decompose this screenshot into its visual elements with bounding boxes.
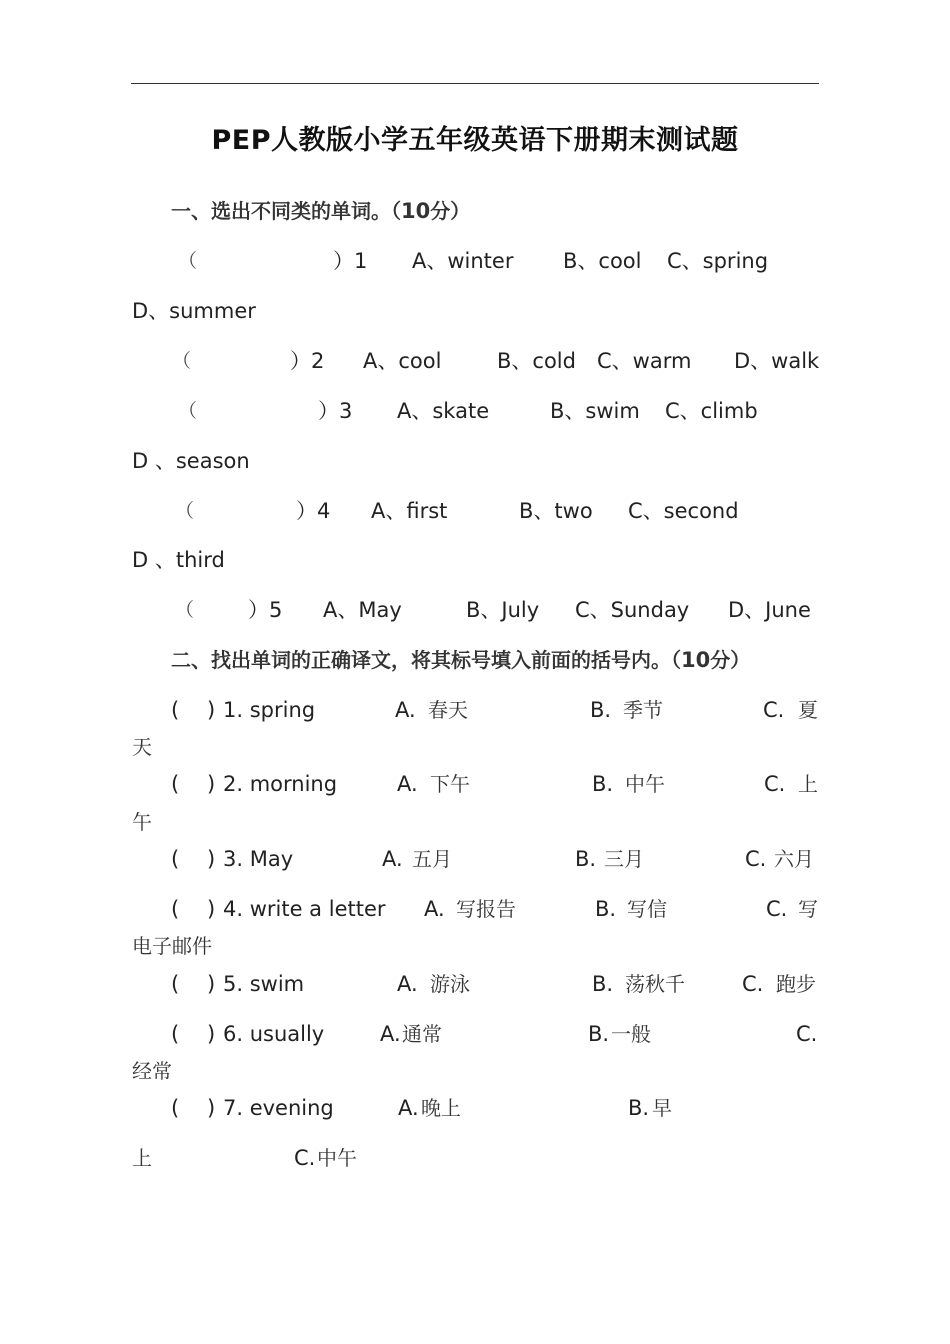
option-c-part2: 电子邮件 [132,934,212,958]
question-number: ）3 [318,399,353,423]
question-word: 4. write a letter [223,897,386,921]
option-c-label: C. [796,1022,818,1046]
option-c: C、climb [665,399,758,423]
option-c-part1: 夏 [798,698,818,722]
question-word: 5. swim [223,972,305,996]
option-b-part2: 上 [132,1146,152,1170]
answer-paren-open[interactable]: ( [171,972,180,996]
option-c: C、warm [597,349,692,373]
option-b-part1: 早 [652,1096,672,1120]
answer-paren-close: ) [207,698,216,722]
question-number: ）4 [296,499,331,523]
option-c-part2: 天 [132,735,152,759]
question-number: ）5 [248,598,283,622]
option-a-label: A. [382,847,403,871]
option-a-label: A. [398,1096,419,1120]
answer-paren-open[interactable]: ( [171,772,180,796]
answer-paren-open[interactable]: （ [172,350,192,372]
option-d: D、June [728,598,811,622]
option-a: A、winter [412,249,514,273]
option-c: 中午 [317,1146,357,1170]
answer-paren-open[interactable]: （ [175,500,195,522]
option-b: 季节 [623,698,663,722]
question-word: 6. usually [223,1022,325,1046]
option-a-label: A. [380,1022,401,1046]
option-a: A、skate [397,399,490,423]
answer-paren-open[interactable]: ( [171,1022,180,1046]
answer-paren-close: ) [207,897,216,921]
option-b-label: B. [628,1096,650,1120]
option-c-label: C. [766,897,788,921]
option-a: A、cool [363,349,442,373]
option-b-label: B. [590,698,612,722]
section-2-heading: 二、找出单词的正确译文，将其标号填入前面的括号内。（10分） [171,648,751,672]
option-a: 春天 [428,698,468,722]
question-word: 1. spring [223,698,316,722]
option-a-label: A. [397,972,418,996]
option-b: B、cold [497,349,576,373]
answer-paren-open[interactable]: （ [178,400,198,422]
option-b-label: B. [588,1022,610,1046]
option-d: D 、third [132,548,225,572]
option-a: 通常 [402,1022,442,1046]
answer-paren-close: ) [207,772,216,796]
option-c: C、Sunday [575,598,690,622]
option-a: A、first [371,499,448,523]
option-c-label: C. [294,1146,316,1170]
option-b: 中午 [625,772,665,796]
question-number: ）2 [290,349,325,373]
question-word: 7. evening [223,1096,334,1120]
header-rule [131,83,819,84]
option-c-label: C. [764,772,786,796]
option-c: C、second [628,499,739,523]
option-c-label: C. [742,972,764,996]
option-c: 跑步 [776,972,816,996]
option-b: B、July [466,598,540,622]
option-a: A、May [323,598,402,622]
option-c: C、spring [667,249,769,273]
question-number: ）1 [333,249,368,273]
option-c: 经常 [132,1059,172,1083]
option-a: 下午 [430,772,470,796]
option-d: D、summer [132,299,256,323]
section-1-heading: 一、选出不同类的单词。（10分） [171,199,471,223]
page-title: PEP人教版小学五年级英语下册期末测试题 [211,125,739,156]
option-b: 一般 [611,1022,651,1046]
option-b: 荡秋千 [625,972,685,996]
option-a: 晚上 [421,1096,461,1120]
option-d: D 、season [132,449,250,473]
option-b: 写信 [627,897,667,921]
question-word: 3. May [223,847,294,871]
option-c-part1: 写 [798,897,818,921]
option-b: B、cool [563,249,642,273]
option-d: D、walk [734,349,820,373]
option-b-label: B. [595,897,617,921]
option-a: 五月 [412,847,452,871]
option-c: 六月 [774,847,814,871]
answer-paren-close: ) [207,1096,216,1120]
answer-paren-close: ) [207,972,216,996]
option-a-label: A. [397,772,418,796]
answer-paren-open[interactable]: （ [175,599,195,621]
option-b: 三月 [604,847,644,871]
option-c-part2: 午 [132,810,152,834]
option-b-label: B. [575,847,597,871]
option-a: 游泳 [430,972,470,996]
answer-paren-close: ) [207,847,216,871]
option-c-label: C. [763,698,785,722]
option-b-label: B. [592,772,614,796]
option-b: B、two [519,499,593,523]
answer-paren-open[interactable]: ( [171,897,180,921]
option-a-label: A. [424,897,445,921]
answer-paren-open[interactable]: ( [171,1096,180,1120]
option-a-label: A. [395,698,416,722]
option-c-label: C. [745,847,767,871]
option-b-label: B. [592,972,614,996]
option-c-part1: 上 [798,772,818,796]
answer-paren-open[interactable]: ( [171,698,180,722]
answer-paren-open[interactable]: ( [171,847,180,871]
question-word: 2. morning [223,772,338,796]
answer-paren-open[interactable]: （ [178,250,198,272]
answer-paren-close: ) [207,1022,216,1046]
option-b: B、swim [550,399,640,423]
option-a: 写报告 [456,897,516,921]
